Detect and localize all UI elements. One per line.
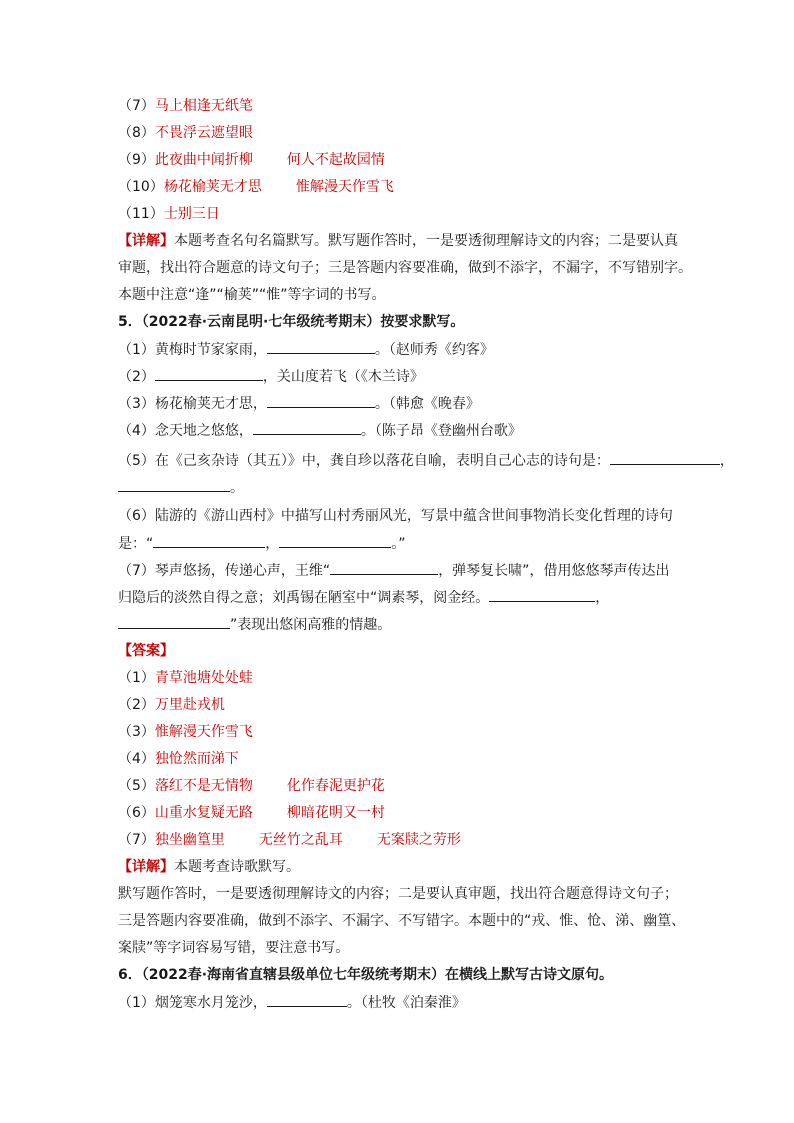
answer-number: （7） bbox=[118, 98, 155, 114]
answer-text: 青草池塘处处蛙 bbox=[154, 670, 253, 686]
detail-text: 默写题作答时，一是要透彻理解诗文的内容；二是要认真审题，找出符合题意得诗文句子； bbox=[118, 886, 678, 902]
answer-number: （6） bbox=[118, 805, 155, 821]
fill-blank[interactable] bbox=[253, 420, 361, 435]
q5-answer-3 bbox=[118, 722, 253, 742]
q5-answer-6 bbox=[118, 803, 385, 823]
answer-text: 化作春泥更护花 bbox=[286, 778, 385, 794]
fill-blank[interactable] bbox=[267, 339, 375, 354]
answer-number: （7） bbox=[118, 832, 155, 848]
q5-detail-line-3 bbox=[118, 938, 349, 958]
fill-blank[interactable] bbox=[267, 992, 347, 1007]
prev-answer-8 bbox=[118, 123, 253, 143]
item-source: ，关山度若飞（《木兰诗》 bbox=[262, 369, 424, 385]
punctuation: ， bbox=[595, 590, 610, 606]
q5-detail-line-0 bbox=[118, 857, 300, 877]
answer-tag-line bbox=[118, 641, 174, 661]
prev-answer-11 bbox=[118, 204, 220, 224]
detail-text: 本题中注意“逢”“榆荚”“惟”等字词的书写。 bbox=[118, 287, 386, 303]
q5-detail-line-1 bbox=[118, 884, 678, 904]
answer-number: （9） bbox=[118, 152, 155, 168]
answer-text: 独怆然而涕下 bbox=[154, 751, 239, 767]
answer-number: （4） bbox=[118, 751, 155, 767]
item-text: ”表现出悠闲高雅的情趣。 bbox=[230, 617, 392, 633]
answer-text: 杨花榆荚无才思 bbox=[163, 179, 262, 195]
question-header-text: 6．（2022春·海南省直辖县级单位七年级统考期末）在横线上默写古诗文原句。 bbox=[118, 967, 614, 983]
punctuation: 。 bbox=[230, 480, 244, 496]
item-number: （6） bbox=[118, 508, 155, 524]
q5-item-5-cont bbox=[118, 477, 244, 498]
q5-item-7-cont bbox=[118, 587, 609, 608]
answer-number: （10） bbox=[118, 179, 164, 195]
prev-answer-7 bbox=[118, 96, 253, 116]
item-text: 烟笼寒水月笼沙， bbox=[154, 995, 267, 1011]
fill-blank[interactable] bbox=[118, 477, 230, 492]
item-number: （5） bbox=[118, 453, 155, 469]
prev-answer-10 bbox=[118, 177, 394, 197]
item-source: 。（赵师秀《约客》 bbox=[374, 342, 494, 358]
item-text: 念天地之悠悠， bbox=[154, 423, 253, 439]
answer-text: 落红不是无情物 bbox=[154, 778, 253, 794]
prev-answer-9 bbox=[118, 150, 385, 170]
item-text: 是：“ bbox=[118, 536, 154, 552]
q5-answer-5 bbox=[118, 776, 385, 796]
answer-text: 此夜曲中闻折柳 bbox=[154, 152, 253, 168]
answer-text: 马上相逢无纸笔 bbox=[154, 98, 253, 114]
answer-text: 惟解漫天作雪飞 bbox=[154, 724, 253, 740]
answer-text: 山重水复疑无路 bbox=[154, 805, 253, 821]
detail-tag: 【详解】 bbox=[118, 859, 174, 875]
answer-text: 柳暗花明又一村 bbox=[286, 805, 385, 821]
item-text: 杨花榆荚无才思， bbox=[154, 396, 267, 412]
prev-detail-line-3 bbox=[118, 285, 386, 305]
q5-item-4 bbox=[118, 420, 522, 441]
item-source: 。（陈子昂《登幽州台歌》 bbox=[360, 423, 522, 439]
punctuation: ， bbox=[719, 453, 734, 469]
q5-item-6 bbox=[118, 506, 673, 526]
answer-number: （5） bbox=[118, 778, 155, 794]
question-6-header bbox=[118, 965, 613, 985]
prev-detail-line-2 bbox=[118, 258, 692, 278]
fill-blank[interactable] bbox=[610, 450, 720, 465]
item-number: （2） bbox=[118, 369, 155, 385]
item-number: （3） bbox=[118, 396, 155, 412]
detail-text: 本题考查名句名篇默写。默写题作答时，一是要透彻理解诗文的内容；二是要认真 bbox=[174, 233, 678, 249]
answer-text: 士别三日 bbox=[163, 206, 220, 222]
answer-text: 无案牍之劳形 bbox=[376, 832, 461, 848]
fill-blank[interactable] bbox=[118, 614, 230, 629]
detail-tag: 【详解】 bbox=[118, 233, 174, 249]
fill-blank[interactable] bbox=[489, 587, 595, 602]
item-number: （4） bbox=[118, 423, 155, 439]
q6-item-1 bbox=[118, 992, 466, 1013]
punctuation: ， bbox=[265, 536, 280, 552]
q5-detail-line-2 bbox=[118, 911, 685, 931]
item-source: 。（韩愈《晚春》 bbox=[374, 396, 480, 412]
item-number: （1） bbox=[118, 342, 155, 358]
q5-item-1 bbox=[118, 339, 494, 360]
answer-text: 何人不起故园情 bbox=[286, 152, 385, 168]
question-header-text: 5．（2022春·云南昆明·七年级统考期末）按要求默写。 bbox=[118, 314, 465, 330]
q5-item-3 bbox=[118, 393, 480, 414]
q5-item-7 bbox=[118, 560, 669, 581]
prev-detail-line-1 bbox=[118, 231, 678, 251]
item-text: 陆游的《游山西村》中描写山村秀丽风光，写景中蕴含世间事物消长变化哲理的诗句 bbox=[154, 508, 673, 524]
answer-tag: 【答案】 bbox=[118, 643, 174, 659]
q5-item-5 bbox=[118, 450, 734, 471]
q5-answer-1 bbox=[118, 668, 253, 688]
answer-number: （1） bbox=[118, 670, 155, 686]
answer-number: （2） bbox=[118, 697, 155, 713]
q5-item-2 bbox=[118, 366, 424, 387]
item-text: ，弹琴复长啸”，借用悠悠琴声传达出 bbox=[438, 563, 670, 579]
answer-text: 万里赴戎机 bbox=[154, 697, 225, 713]
answer-text: 惟解漫天作雪飞 bbox=[295, 179, 394, 195]
detail-text: 三是答题内容要准确，做到不添字、不漏字、不写错字。本题中的“戎、惟、怆、涕、幽篁、 bbox=[118, 913, 686, 929]
detail-text: 本题考查诗歌默写。 bbox=[174, 859, 300, 875]
q5-answer-4 bbox=[118, 749, 239, 769]
detail-text: 审题，找出符合题意的诗文句子；三是答题内容要准确，做到不添字，不漏字，不写错别字。 bbox=[118, 260, 692, 276]
q5-answer-2 bbox=[118, 695, 225, 715]
fill-blank[interactable] bbox=[330, 560, 438, 575]
fill-blank[interactable] bbox=[155, 366, 263, 381]
fill-blank[interactable] bbox=[267, 393, 375, 408]
q5-answer-7 bbox=[118, 830, 461, 850]
answer-text: 不畏浮云遮望眼 bbox=[154, 125, 253, 141]
answer-text: 独坐幽篁里 bbox=[154, 832, 225, 848]
answer-number: （11） bbox=[118, 206, 164, 222]
answer-number: （8） bbox=[118, 125, 155, 141]
detail-text: 案牍”等字词容易写错，要注意书写。 bbox=[118, 940, 350, 956]
answer-text: 无丝竹之乱耳 bbox=[258, 832, 343, 848]
item-number: （7） bbox=[118, 563, 155, 579]
fill-blank[interactable] bbox=[279, 533, 391, 548]
question-5-header bbox=[118, 312, 464, 332]
answer-number: （3） bbox=[118, 724, 155, 740]
item-text: 黄梅时节家家雨， bbox=[154, 342, 267, 358]
fill-blank[interactable] bbox=[153, 533, 265, 548]
q5-item-6-cont bbox=[118, 533, 406, 554]
punctuation: 。” bbox=[391, 536, 406, 552]
q5-item-7-cont2 bbox=[118, 614, 391, 635]
item-text: 琴声悠扬，传递心声，王维“ bbox=[154, 563, 331, 579]
item-source: 。（杜牧《泊秦淮》 bbox=[346, 995, 466, 1011]
item-text: 在《己亥杂诗（其五）》中，龚自珍以落花自喻，表明自己心志的诗句是： bbox=[154, 453, 610, 469]
item-text: 归隐后的淡然自得之意；刘禹锡在陋室中“调素琴，阅金经。 bbox=[118, 590, 490, 606]
item-number: （1） bbox=[118, 995, 155, 1011]
